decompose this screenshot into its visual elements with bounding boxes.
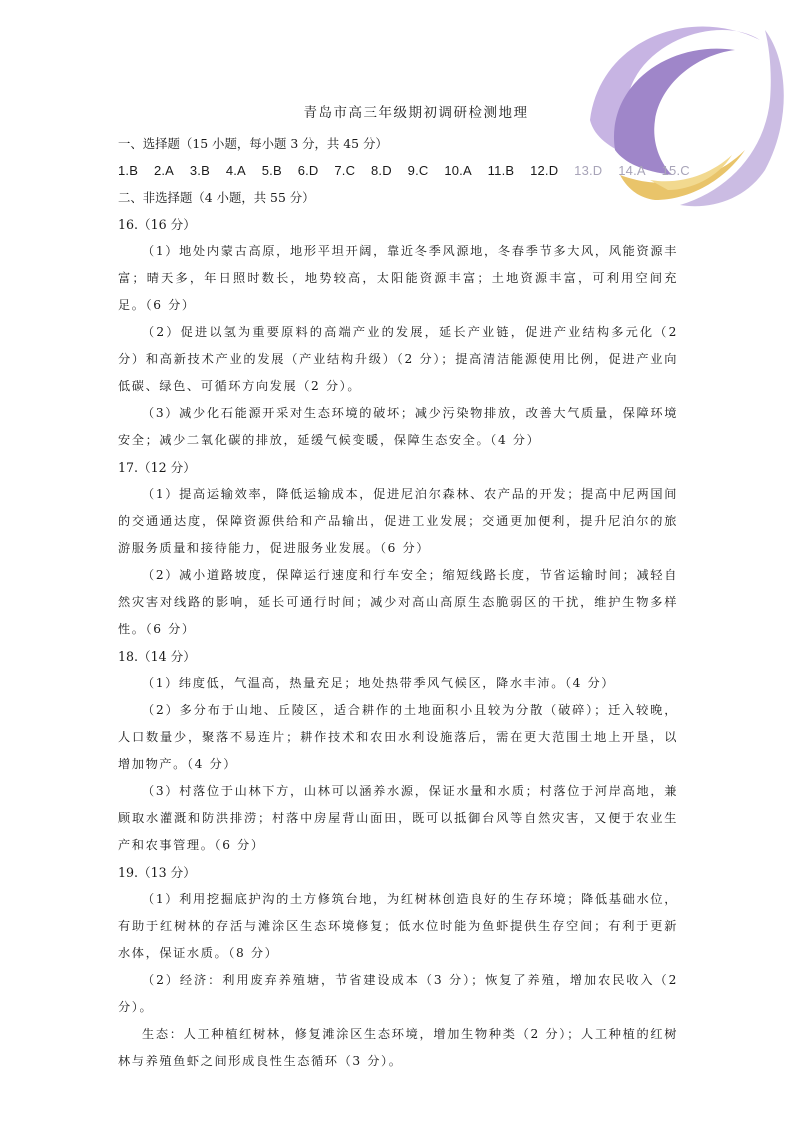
q16-part-2: （2）促进以氢为重要原料的高端产业的发展，延长产业链，促进产业结构多元化（2 分）和高新技术产业的发展（产业结构升级）（2 分）；提高清洁能源使用比例，促进产业向低碳、绿色、可循环方向发展（2 分）。 <box>118 325 678 393</box>
answer-item: 13.D <box>574 163 603 178</box>
q16-part-1: （1）地处内蒙古高原，地形平坦开阔，靠近冬季风源地，冬春季节多大风，风能资源丰富；晴天多，年日照时数长，地势较高，太阳能资源丰富；土地资源丰富，可利用空间充足。（6 分） <box>118 244 678 312</box>
page-title: 青岛市高三年级期初调研检测地理 <box>303 105 529 121</box>
answer-item: 15.C <box>661 163 690 178</box>
q17-part-1: （1）提高运输效率，降低运输成本，促进尼泊尔森林、农产品的开发；提高中尼两国间的交通通达度，保障资源供给和产品输出，促进工业发展；交通更加便利，提升尼泊尔的旅游服务质量和接待能力，促进服务业发展。（6 分） <box>118 487 678 555</box>
section1-heading: 一、选择题（15 小题，每小题 3 分，共 45 分） <box>118 136 388 151</box>
answer-item: 7.C <box>334 163 356 178</box>
answer-item: 4.A <box>225 163 246 178</box>
answer-item: 2.A <box>153 163 175 178</box>
answer-item: 14.A <box>618 163 646 178</box>
answer-item: 10.A <box>444 163 472 178</box>
q19-part-1: （1）利用挖掘底护沟的土方修筑台地，为红树林创造良好的生存环境；降低基础水位，有助于红树林的存活与滩涂区生态环境修复；低水位时能为鱼虾提供生存空间；有利于更新水体，保证水质。（8 分） <box>118 892 678 960</box>
document-body <box>118 100 690 1075</box>
question-17-heading: 17.（12 分） <box>118 460 196 475</box>
answer-item: 8.D <box>371 163 392 178</box>
q17-part-2: （2）减小道路坡度，保障运行速度和行车安全；缩短线路长度，节省运输时间；减轻自然灾害对线路的影响，延长可通行时间；减少对高山高原生态脆弱区的干扰，维护生物多样性。（6 分） <box>118 568 678 636</box>
answer-item: 9.C <box>407 163 429 178</box>
q18-part-2: （2）多分布于山地、丘陵区，适合耕作的土地面积小且较为分散（破碎）；迁入较晚，人口数量少，聚落不易连片；耕作技术和农田水利设施落后，需在更大范围土地上开垦，以增加物产。（4 分） <box>118 703 678 771</box>
q16-part-3: （3）减少化石能源开采对生态环境的破坏；减少污染物排放，改善大气质量，保障环境安全；减少二氧化碳的排放，延缓气候变暖，保障生态安全。（4 分） <box>118 406 678 447</box>
question-16-heading: 16.（16 分） <box>118 217 196 232</box>
q19-part-3: 生态：人工种植红树林，修复滩涂区生态环境，增加生物种类（2 分）；人工种植的红树林与养殖鱼虾之间形成良性生态循环（3 分）。 <box>118 1027 678 1068</box>
question-18-heading: 18.（14 分） <box>118 649 196 664</box>
answer-item: 12.D <box>530 163 559 178</box>
answer-item: 3.B <box>189 163 210 178</box>
answer-item: 1.B <box>118 163 139 178</box>
q19-part-2: （2）经济：利用废弃养殖塘，节省建设成本（3 分）；恢复了养殖，增加农民收入（2 分）。 <box>118 973 678 1014</box>
question-19-heading: 19.（13 分） <box>118 865 196 880</box>
section2-heading: 二、非选择题（4 小题，共 55 分） <box>118 190 315 205</box>
answer-item: 6.D <box>297 163 319 178</box>
answer-item: 11.B <box>487 163 515 178</box>
answer-key <box>118 157 690 184</box>
answer-item: 5.B <box>261 163 282 178</box>
q18-part-3: （3）村落位于山林下方，山林可以涵养水源，保证水量和水质；村落位于河岸高地，兼顾取水灌溉和防洪排涝；村落中房屋背山面田，既可以抵御台风等自然灾害，又便于农业生产和农事管理。（6 分） <box>118 784 678 852</box>
q18-part-1: （1）纬度低，气温高，热量充足；地处热带季风气候区，降水丰沛。（4 分） <box>142 676 616 690</box>
